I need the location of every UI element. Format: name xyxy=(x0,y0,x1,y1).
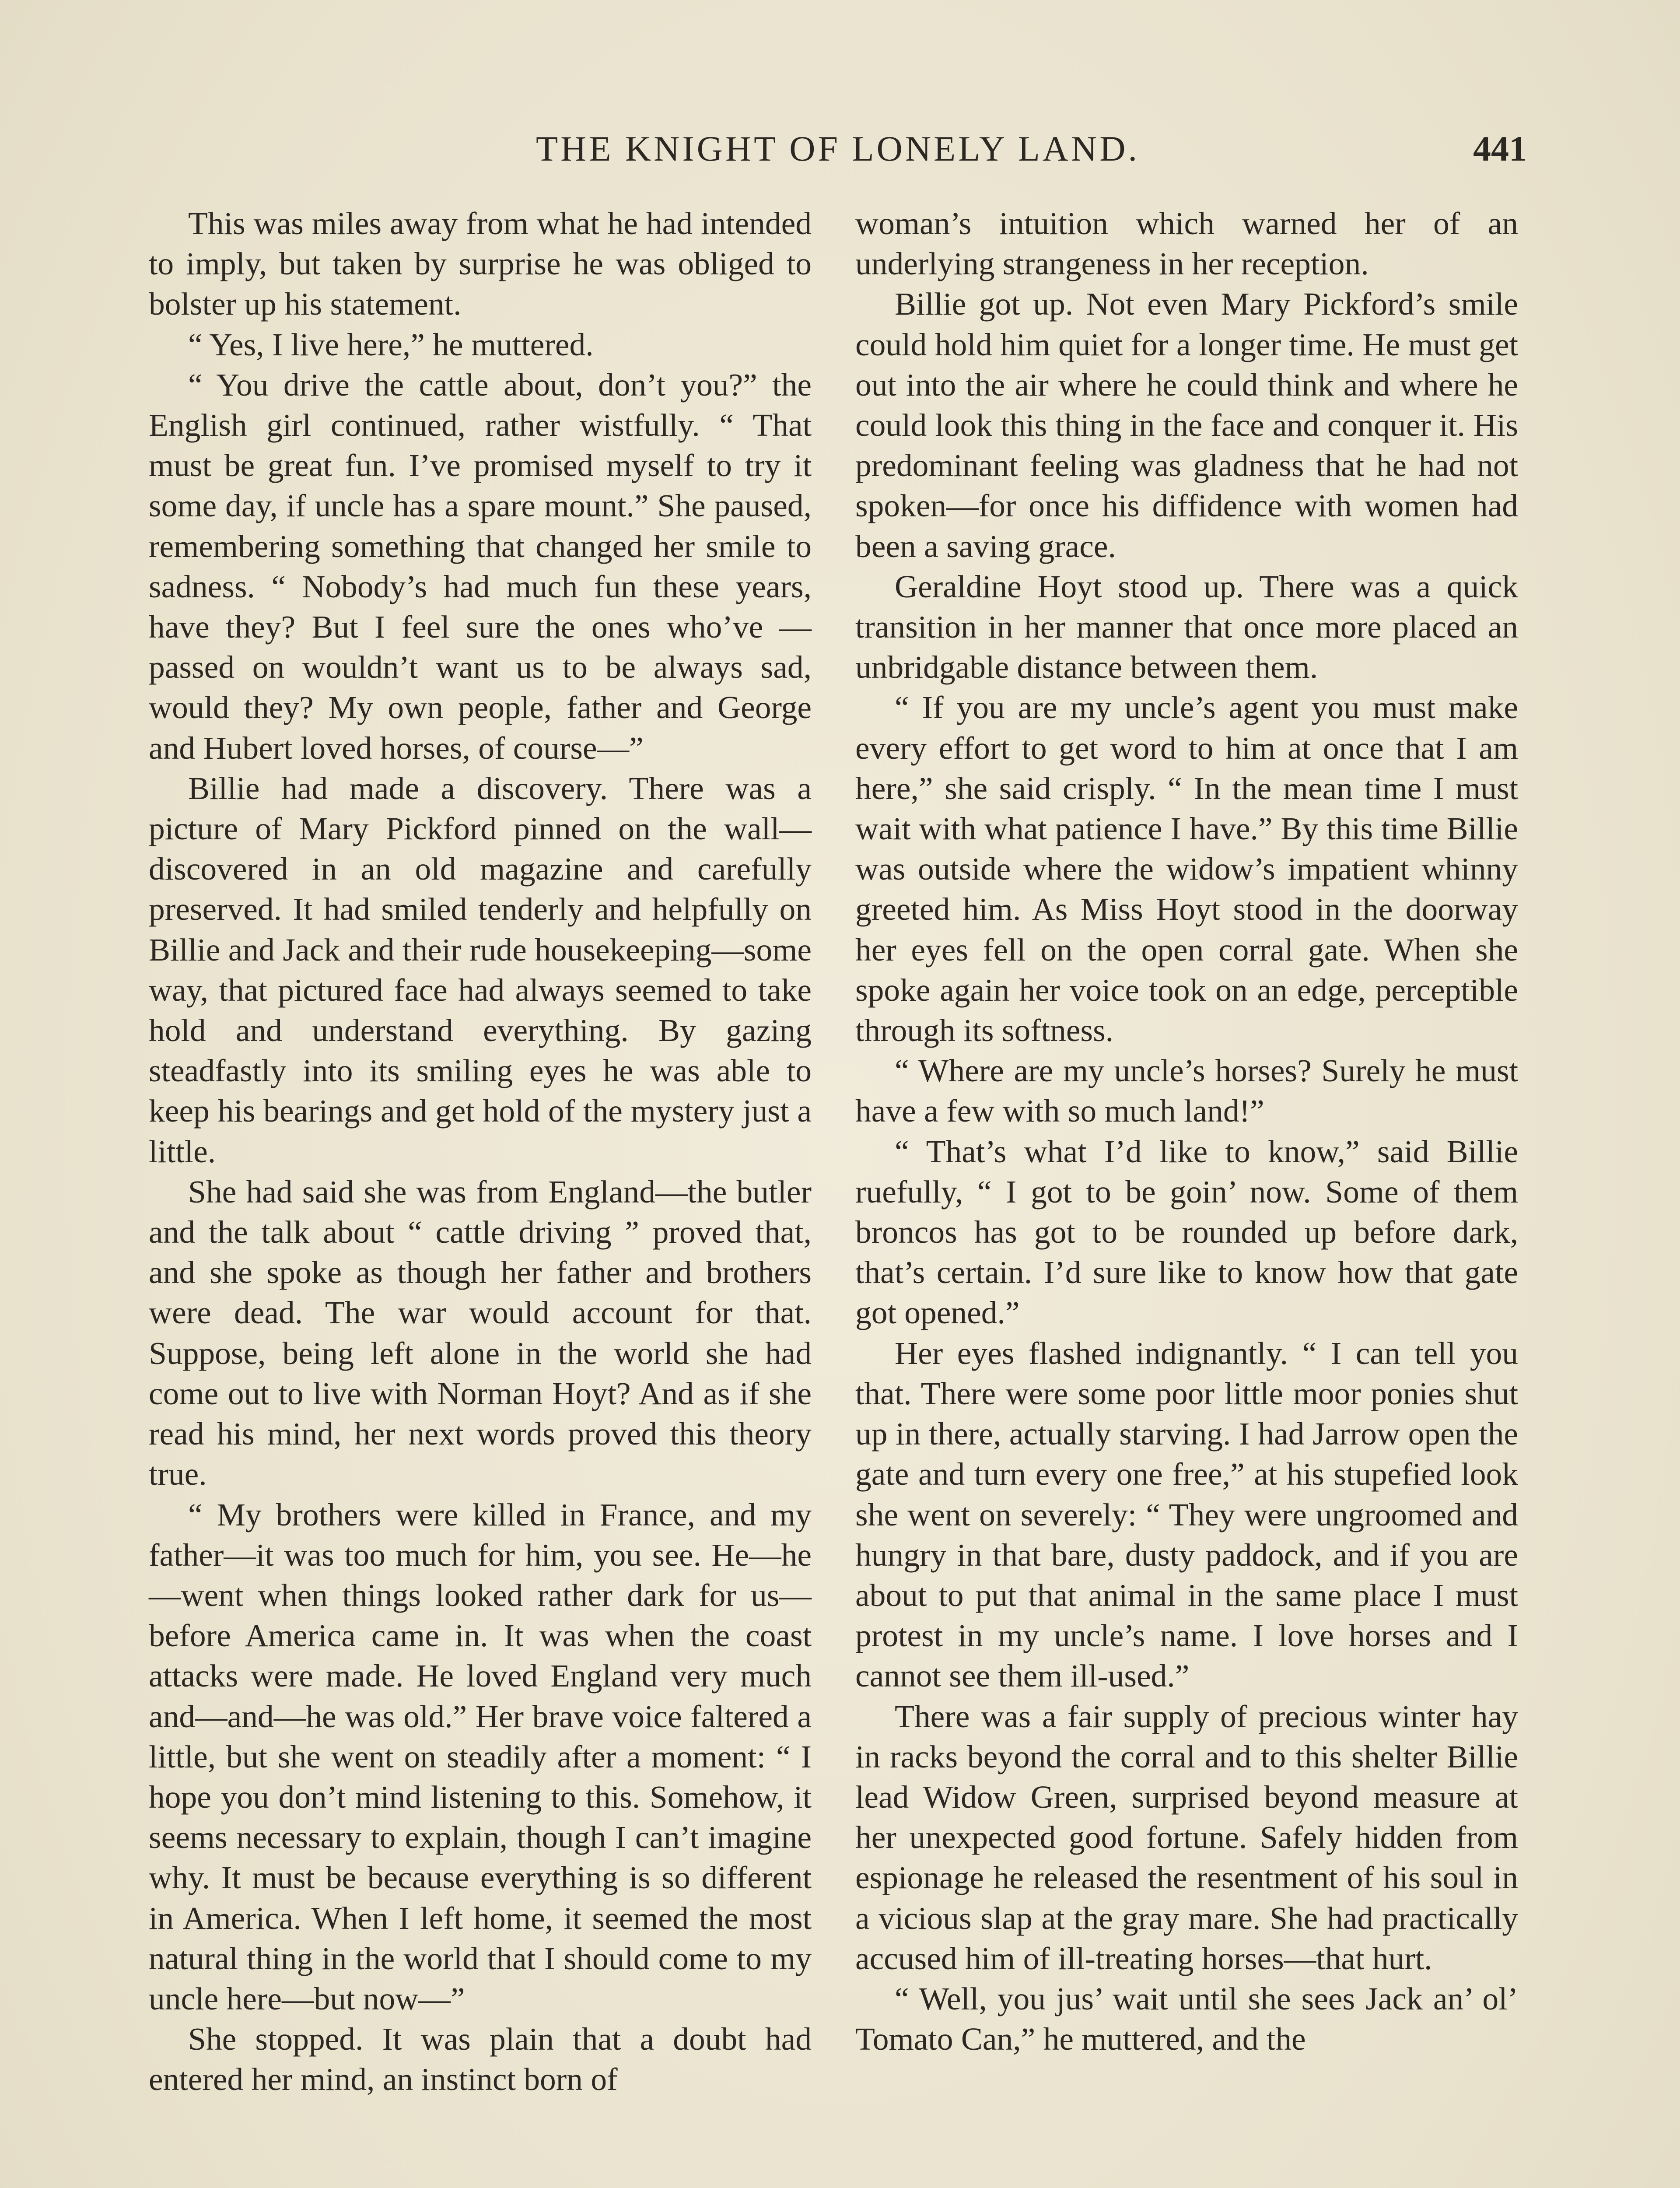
paragraph: She had said she was from England—the butler and the talk about “ cattle driving ” proved that, and she spoke as though her father and brothers were dead. The war would account for that. Suppose, being left alone in the world she had come out to live with Norman Hoyt? And as if she read his mind, her next words proved this theory true. xyxy=(149,1174,812,1492)
paragraph: This was miles away from what he had intended to imply, but taken by surprise he was obliged to bolster up his statement. xyxy=(149,206,812,322)
paragraph: “ Where are my uncle’s horses? Surely he must have a few with so much land!” xyxy=(855,1053,1518,1129)
left-column xyxy=(149,203,812,2100)
paragraph: “ My brothers were killed in France, and my father—it was too much for him, you see. He—he—went when things looked rather dark for us—before America came in. It was when the coast attacks were made. He loved England very much and—and—he was old.” Her brave voice faltered a little, but she went on steadily after a moment: “ I hope you don’t mind listening to this. Somehow, it seems necessary to explain, though I can’t imagine why. It must be because everything is so different in America. When I left home, it seemed the most natural thing in the world that I should come to my uncle here—but now—” xyxy=(149,1497,812,2016)
paragraph: “ Yes, I live here,” he muttered. xyxy=(188,326,594,362)
page-number: 441 xyxy=(1473,129,1527,168)
paragraph: She stopped. It was plain that a doubt had entered her mind, an instinct born of xyxy=(149,2021,812,2097)
running-header xyxy=(149,125,1527,173)
paragraph: There was a fair supply of precious winter hay in racks beyond the corral and to this shelter Billie lead Widow Green, surprised beyond measure at her unexpected good fortune. Safely hidden from espionage he released the resentment of his soul in a vicious slap at the gray mare. She had practically accused him of ill-treating horses—that hurt. xyxy=(855,1698,1518,1976)
paragraph: Billie had made a discovery. There was a picture of Mary Pickford pinned on the wall—discovered in an old magazine and carefully preserved. It had smiled tenderly and helpfully on Billie and Jack and their rude housekeeping—some way, that pictured face had always seemed to take hold and understand everything. By gazing steadfastly into its smiling eyes he was able to keep his bearings and get hold of the mystery just a little. xyxy=(149,770,812,1169)
paragraph: Her eyes flashed indignantly. “ I can tell you that. There were some poor little moor ponies shut up in there, actually starving. I had Jarrow open the gate and turn every one free,” at his stupefied look she went on severely: “ They were ungroomed and hungry in that bare, dusty paddock, and if you are about to put that animal in the same place I must protest in my uncle’s name. I love horses and I cannot see them ill-used.” xyxy=(855,1335,1518,1694)
right-column xyxy=(855,203,1518,2059)
paragraph: Billie got up. Not even Mary Pickford’s smile could hold him quiet for a longer time. He must get out into the air where he could think and where he could look this thing in the face and conquer it. His predominant feeling was gladness that he had not spoken—for once his diffidence with women had been a saving grace. xyxy=(855,286,1518,564)
paragraph: woman’s intuition which warned her of an underlying strangeness in her reception. xyxy=(855,206,1518,282)
paragraph: “ You drive the cattle about, don’t you?” the English girl continued, rather wistfully. “ That must be great fun. I’ve promised myself to try it some day, if uncle has a spare mount.” She paused, remembering something that changed her smile to sadness. “ Nobody’s had much fun these years, have they? But I feel sure the ones who’ve —passed on wouldn’t want us to be always sad, would they? My own people, father and George and Hubert loved horses, of course—” xyxy=(149,367,812,766)
paragraph: Geraldine Hoyt stood up. There was a quick transition in her manner that once more placed an unbridgable distance between them. xyxy=(855,568,1518,685)
paragraph: “ That’s what I’d like to know,” said Billie ruefully, “ I got to be goin’ now. Some of them broncos has got to be rounded up before dark, that’s certain. I’d sure like to know how that gate got opened.” xyxy=(855,1133,1518,1331)
running-title: THE KNIGHT OF LONELY LAND. xyxy=(536,129,1140,168)
paragraph: “ If you are my uncle’s agent you must make every effort to get word to him at once that I am here,” she said crisply. “ In the mean time I must wait with what patience I have.” By this time Billie was outside where the widow’s impatient whinny greeted him. As Miss Hoyt stood in the doorway her eyes fell on the open corral gate. When she spoke again her voice took on an edge, perceptible through its softness. xyxy=(855,690,1518,1048)
paragraph: “ Well, you jus’ wait until she sees Jack an’ ol’ Tomato Can,” he muttered, and the xyxy=(855,1981,1518,2057)
